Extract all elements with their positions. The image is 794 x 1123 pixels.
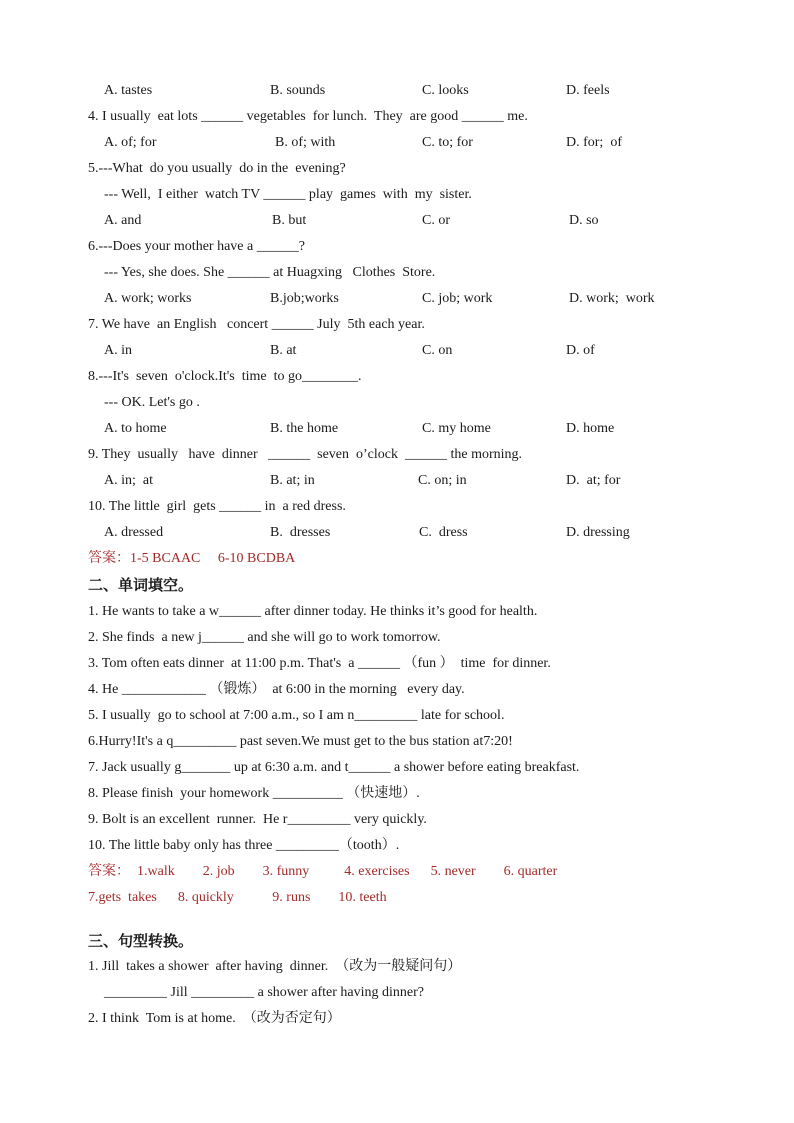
q7-option-b: B. at: [270, 343, 297, 358]
fill-answer-key-2: 7.gets takes 8. quickly 9. runs 10. teeth: [88, 890, 387, 905]
q9-option-a: A. in; at: [104, 473, 153, 488]
transform-item-2: 2. I think Tom is at home. （改为否定句）: [88, 1011, 341, 1026]
q7-option-c: C. on: [422, 343, 453, 358]
q6-option-b: B.job;works: [270, 291, 339, 306]
q3-option-b: B. sounds: [270, 83, 326, 98]
transform-item-1: 1. Jill takes a shower after having dinner. （改为一般疑问句）: [88, 959, 462, 974]
q9-option-b: B. at; in: [270, 473, 315, 488]
q3-option-a: A. tastes: [104, 83, 153, 98]
q4-option-a: A. of; for: [104, 135, 157, 150]
question-8-reply: --- OK. Let's go .: [104, 395, 200, 410]
q8-option-d: D. home: [566, 421, 615, 436]
fill-item-8: 8. Please finish your homework __________ （快速地）.: [88, 786, 420, 801]
q5-option-b: B. but: [272, 213, 307, 228]
q10-option-a: A. dressed: [104, 525, 164, 540]
section-3-heading: 三、句型转换。: [88, 932, 194, 950]
q8-option-b: B. the home: [270, 421, 339, 436]
fill-item-7: 7. Jack usually g_______ up at 6:30 a.m. and t______ a shower before eating breakfast.: [88, 760, 580, 775]
q4-option-b: B. of; with: [275, 135, 336, 150]
q3-option-c: C. looks: [422, 83, 469, 98]
transform-item-1-template: _________ Jill _________ a shower after having dinner?: [104, 985, 424, 1000]
q6-option-c: C. job; work: [422, 291, 493, 306]
q7-option-a: A. in: [104, 343, 132, 358]
q10-option-d: D. dressing: [566, 525, 630, 540]
q8-option-a: A. to home: [104, 421, 167, 436]
q8-option-c: C. my home: [422, 421, 491, 436]
question-6-reply: --- Yes, she does. She ______ at Huagxing Clothes Store.: [104, 265, 436, 280]
fill-item-10: 10. The little baby only has three _________（tooth）.: [88, 838, 400, 853]
question-7: 7. We have an English concert ______ July 5th each year.: [88, 317, 425, 332]
question-5-reply: --- Well, I either watch TV ______ play games with my sister.: [104, 187, 472, 202]
fill-answer-key-1: 答案： 1.walk 2. job 3. funny 4. exercises 5. never 6. quarter: [88, 864, 558, 879]
question-9: 9. They usually have dinner ______ seven o’clock ______ the morning.: [88, 447, 523, 462]
question-6: 6.---Does your mother have a ______?: [88, 239, 305, 254]
q7-option-d: D. of: [566, 343, 595, 358]
q10-option-b: B. dresses: [270, 525, 331, 540]
fill-item-9: 9. Bolt is an excellent runner. He r_________ very quickly.: [88, 812, 427, 827]
section-2-heading: 二、单词填空。: [88, 576, 194, 594]
question-5: 5.---What do you usually do in the evening?: [88, 161, 346, 176]
q6-option-d: D. work; work: [569, 291, 655, 306]
q9-option-c: C. on; in: [418, 473, 467, 488]
q3-option-d: D. feels: [566, 83, 610, 98]
q5-option-d: D. so: [569, 213, 599, 228]
fill-item-4: 4. He ____________ （锻炼） at 6:00 in the morning every day.: [88, 682, 465, 697]
fill-item-3: 3. Tom often eats dinner at 11:00 p.m. That's a ______ （fun ） time for dinner.: [88, 656, 551, 671]
q5-option-a: A. and: [104, 213, 142, 228]
fill-item-6: 6.Hurry!It's a q_________ past seven.We must get to the bus station at7:20!: [88, 734, 513, 749]
fill-item-5: 5. I usually go to school at 7:00 a.m., so I am n_________ late for school.: [88, 708, 505, 723]
question-4: 4. I usually eat lots ______ vegetables for lunch. They are good ______ me.: [88, 109, 528, 124]
q4-option-c: C. to; for: [422, 135, 473, 150]
q6-option-a: A. work; works: [104, 291, 192, 306]
question-8: 8.---It's seven o'clock.It's time to go________.: [88, 369, 362, 384]
q9-option-d: D. at; for: [566, 473, 621, 488]
q4-option-d: D. for; of: [566, 135, 622, 150]
question-10: 10. The little girl gets ______ in a red dress.: [88, 499, 346, 514]
fill-item-2: 2. She finds a new j______ and she will go to work tomorrow.: [88, 630, 441, 645]
fill-item-1: 1. He wants to take a w______ after dinner today. He thinks it’s good for health.: [88, 604, 538, 619]
mc-answer-key: 答案：1-5 BCAAC 6-10 BCDBA: [88, 551, 296, 566]
q10-option-c: C. dress: [419, 525, 468, 540]
q5-option-c: C. or: [422, 213, 450, 228]
